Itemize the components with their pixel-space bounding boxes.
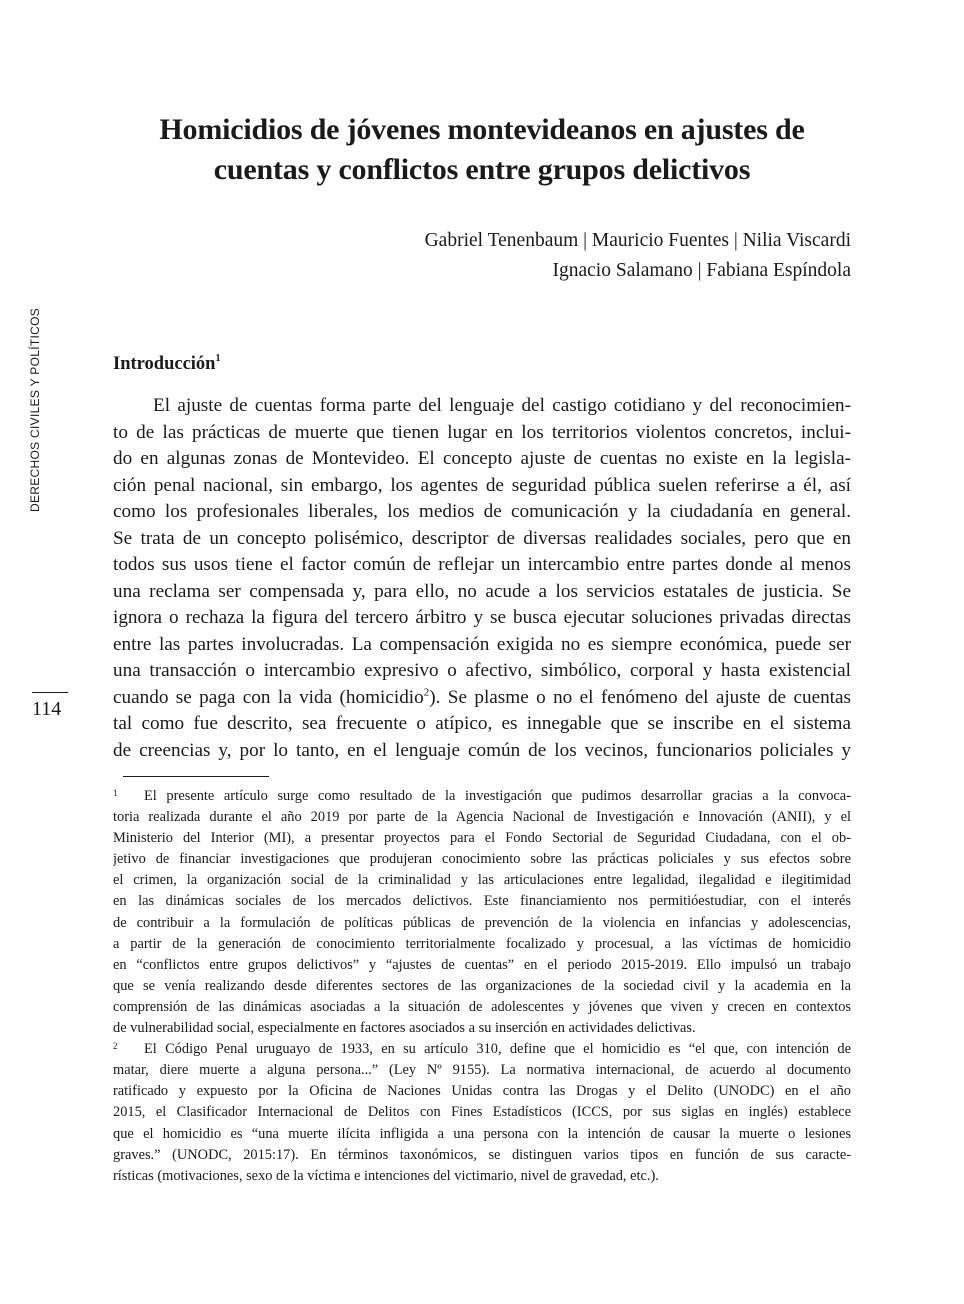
body-line: do en algunas zonas de Montevideo. El concepto ajuste de cuentas no existe en la legisla- xyxy=(113,448,851,469)
body-line: una transacción o intercambio expresivo o afectivo, simbólico, corporal y hasta existencial xyxy=(113,660,851,681)
body-line xyxy=(113,685,851,712)
article-title xyxy=(100,110,864,190)
body-text: cuando se paga con la vida (homicidio xyxy=(113,686,424,708)
section-heading-text: Introducción xyxy=(113,354,216,374)
footnote-line: que se venía realizando desde diferentes sectores de las organizaciones de la sociedad civil y la academia en la xyxy=(113,977,851,994)
page-number: 114 xyxy=(32,698,62,720)
body-line: todos sus usos tiene el factor común de reflejar un intercambio entre partes donde al menos xyxy=(113,554,851,575)
footnote-line: comprensión de las dinámicas asociadas a la situación de adolescentes y jóvenes que viven y crecen en contextos xyxy=(113,998,851,1015)
footnote-ref[interactable]: 1 xyxy=(215,353,221,364)
body-line: El ajuste de cuentas forma parte del lenguaje del castigo cotidiano y del reconocimien- xyxy=(153,395,851,416)
footnote-line xyxy=(113,1039,851,1060)
footnote-ref[interactable]: 2 xyxy=(423,686,430,699)
footnote-number: 2 xyxy=(113,1041,118,1052)
footnote-line: Ministerio del Interior (MI), a presentar proyectos para el Fondo Sectorial de Seguridad Ciudadana, con el ob- xyxy=(113,830,851,847)
body-line: Se trata de un concepto polisémico, descriptor de diversas realidades sociales, pero que en xyxy=(113,527,851,549)
footnote-number: 1 xyxy=(113,788,118,798)
body-line: una reclama ser compensada y, para ello, no acude a los servicios estatales de justicia. Se xyxy=(113,580,851,602)
footnote-line: graves.” (UNODC, 2015:17). En términos taxonómicos, se distinguen varios tipos en función de sus caracte- xyxy=(113,1146,851,1163)
footnote-line: en “conflictos entre grupos delictivos” y “ajustes de cuentas” en el periodo 2015-2019. Ello impulsó un trabajo xyxy=(113,956,851,973)
body-line: tal como fue descrito, sea frecuente o atípico, es innegable que se inscribe en el sistema xyxy=(113,713,851,734)
title-line: cuentas y conflictos entre grupos delictivos xyxy=(213,153,751,186)
body-line: entre las partes involucradas. La compensación exigida no es siempre económica, puede ser xyxy=(113,633,851,655)
footnote-line: de vulnerabilidad social, especialmente en factores asociados a su inserción en actividades delictivas. xyxy=(113,1020,696,1037)
footnote-line: ratificado y expuesto por la Oficina de Naciones Unidas contra las Drogas y el Delito (UNODC) en el año xyxy=(113,1083,851,1100)
footnote-text: El presente artículo surge como resultado de la investigación que pudimos desarrollar gracias a la convoca- xyxy=(144,788,851,804)
footnote-line: el crimen, la organización social de la criminalidad y las articulaciones entre legalidad, ilegalidad e ilegitimidad xyxy=(113,872,851,889)
body-line: ción penal nacional, sin embargo, los agentes de seguridad pública suelen referirse a él, así xyxy=(113,474,851,496)
footnote-line: toria realizada durante el año 2019 por parte de la Agencia Nacional de Investigación e Innovación (ANII), y el xyxy=(113,809,851,826)
body-line: to de las prácticas de muerte que tienen lugar en los territorios violentos concretos, inclui- xyxy=(113,421,851,443)
section-side-label: DERECHOS CIVILES Y POLÍTICOS xyxy=(28,307,42,512)
body-paragraph xyxy=(113,393,851,764)
footnote-line: 2015, el Clasificador Internacional de Delitos con Fines Estadísticos (ICCS, por sus siglas en inglés) establece xyxy=(113,1104,851,1121)
section-heading xyxy=(113,354,220,375)
footnote-line: rísticas (motivaciones, sexo de la víctima e intenciones del victimario, nivel de gravedad, etc.). xyxy=(113,1167,659,1184)
footnote-line: matar, diere muerte a alguna persona...” (Ley Nº 9155). La normativa internacional, de acuerdo al documento xyxy=(113,1062,851,1079)
body-line: de creencias y, por lo tanto, en el lenguaje común de los vecinos, funcionarios policiales y xyxy=(113,739,851,761)
footnote-line: que el homicidio es “una muerte ilícita infligida a una persona con la intención de causar la muerte o lesiones xyxy=(113,1125,851,1142)
footnote-line xyxy=(113,786,851,807)
body-line: ignora o rechaza la figura del tercero árbitro y se busca ejecutar soluciones privadas directas xyxy=(113,607,851,628)
footnote-line: jetivo de financiar investigaciones que produjeran conocimiento sobre las prácticas policiales y sus efectos sobre xyxy=(113,851,851,868)
footnotes xyxy=(113,786,851,1187)
page-number-rule xyxy=(32,692,68,693)
footnote-separator xyxy=(123,776,269,777)
author-line: Ignacio Salamano | Fabiana Espíndola xyxy=(552,260,851,281)
author-line: Gabriel Tenenbaum | Mauricio Fuentes | Nilia Viscardi xyxy=(424,230,851,251)
title-line: Homicidios de jóvenes montevideanos en ajustes de xyxy=(159,113,805,146)
body-text: ). Se plasme o no el fenómeno del ajuste de cuentas xyxy=(429,686,851,708)
footnote-line: de contribuir a la formulación de políticas públicas de prevención de la violencia en infancias y adolescencias, xyxy=(113,914,851,931)
footnote-line: a partir de la generación de conocimiento territorialmente focalizado y procesual, a las víctimas de homicidio xyxy=(113,935,851,952)
footnote-line: en las dinámicas sociales de los mercados delictivos. Este financiamiento nos permitióestudiar, con el interés xyxy=(113,893,851,910)
author-list xyxy=(425,226,851,286)
body-line: como los profesionales liberales, los medios de comunicación y la ciudadanía en general. xyxy=(113,501,851,522)
footnote-text: El Código Penal uruguayo de 1933, en su artículo 310, define que el homicidio es “el que, con intención de xyxy=(144,1041,851,1058)
